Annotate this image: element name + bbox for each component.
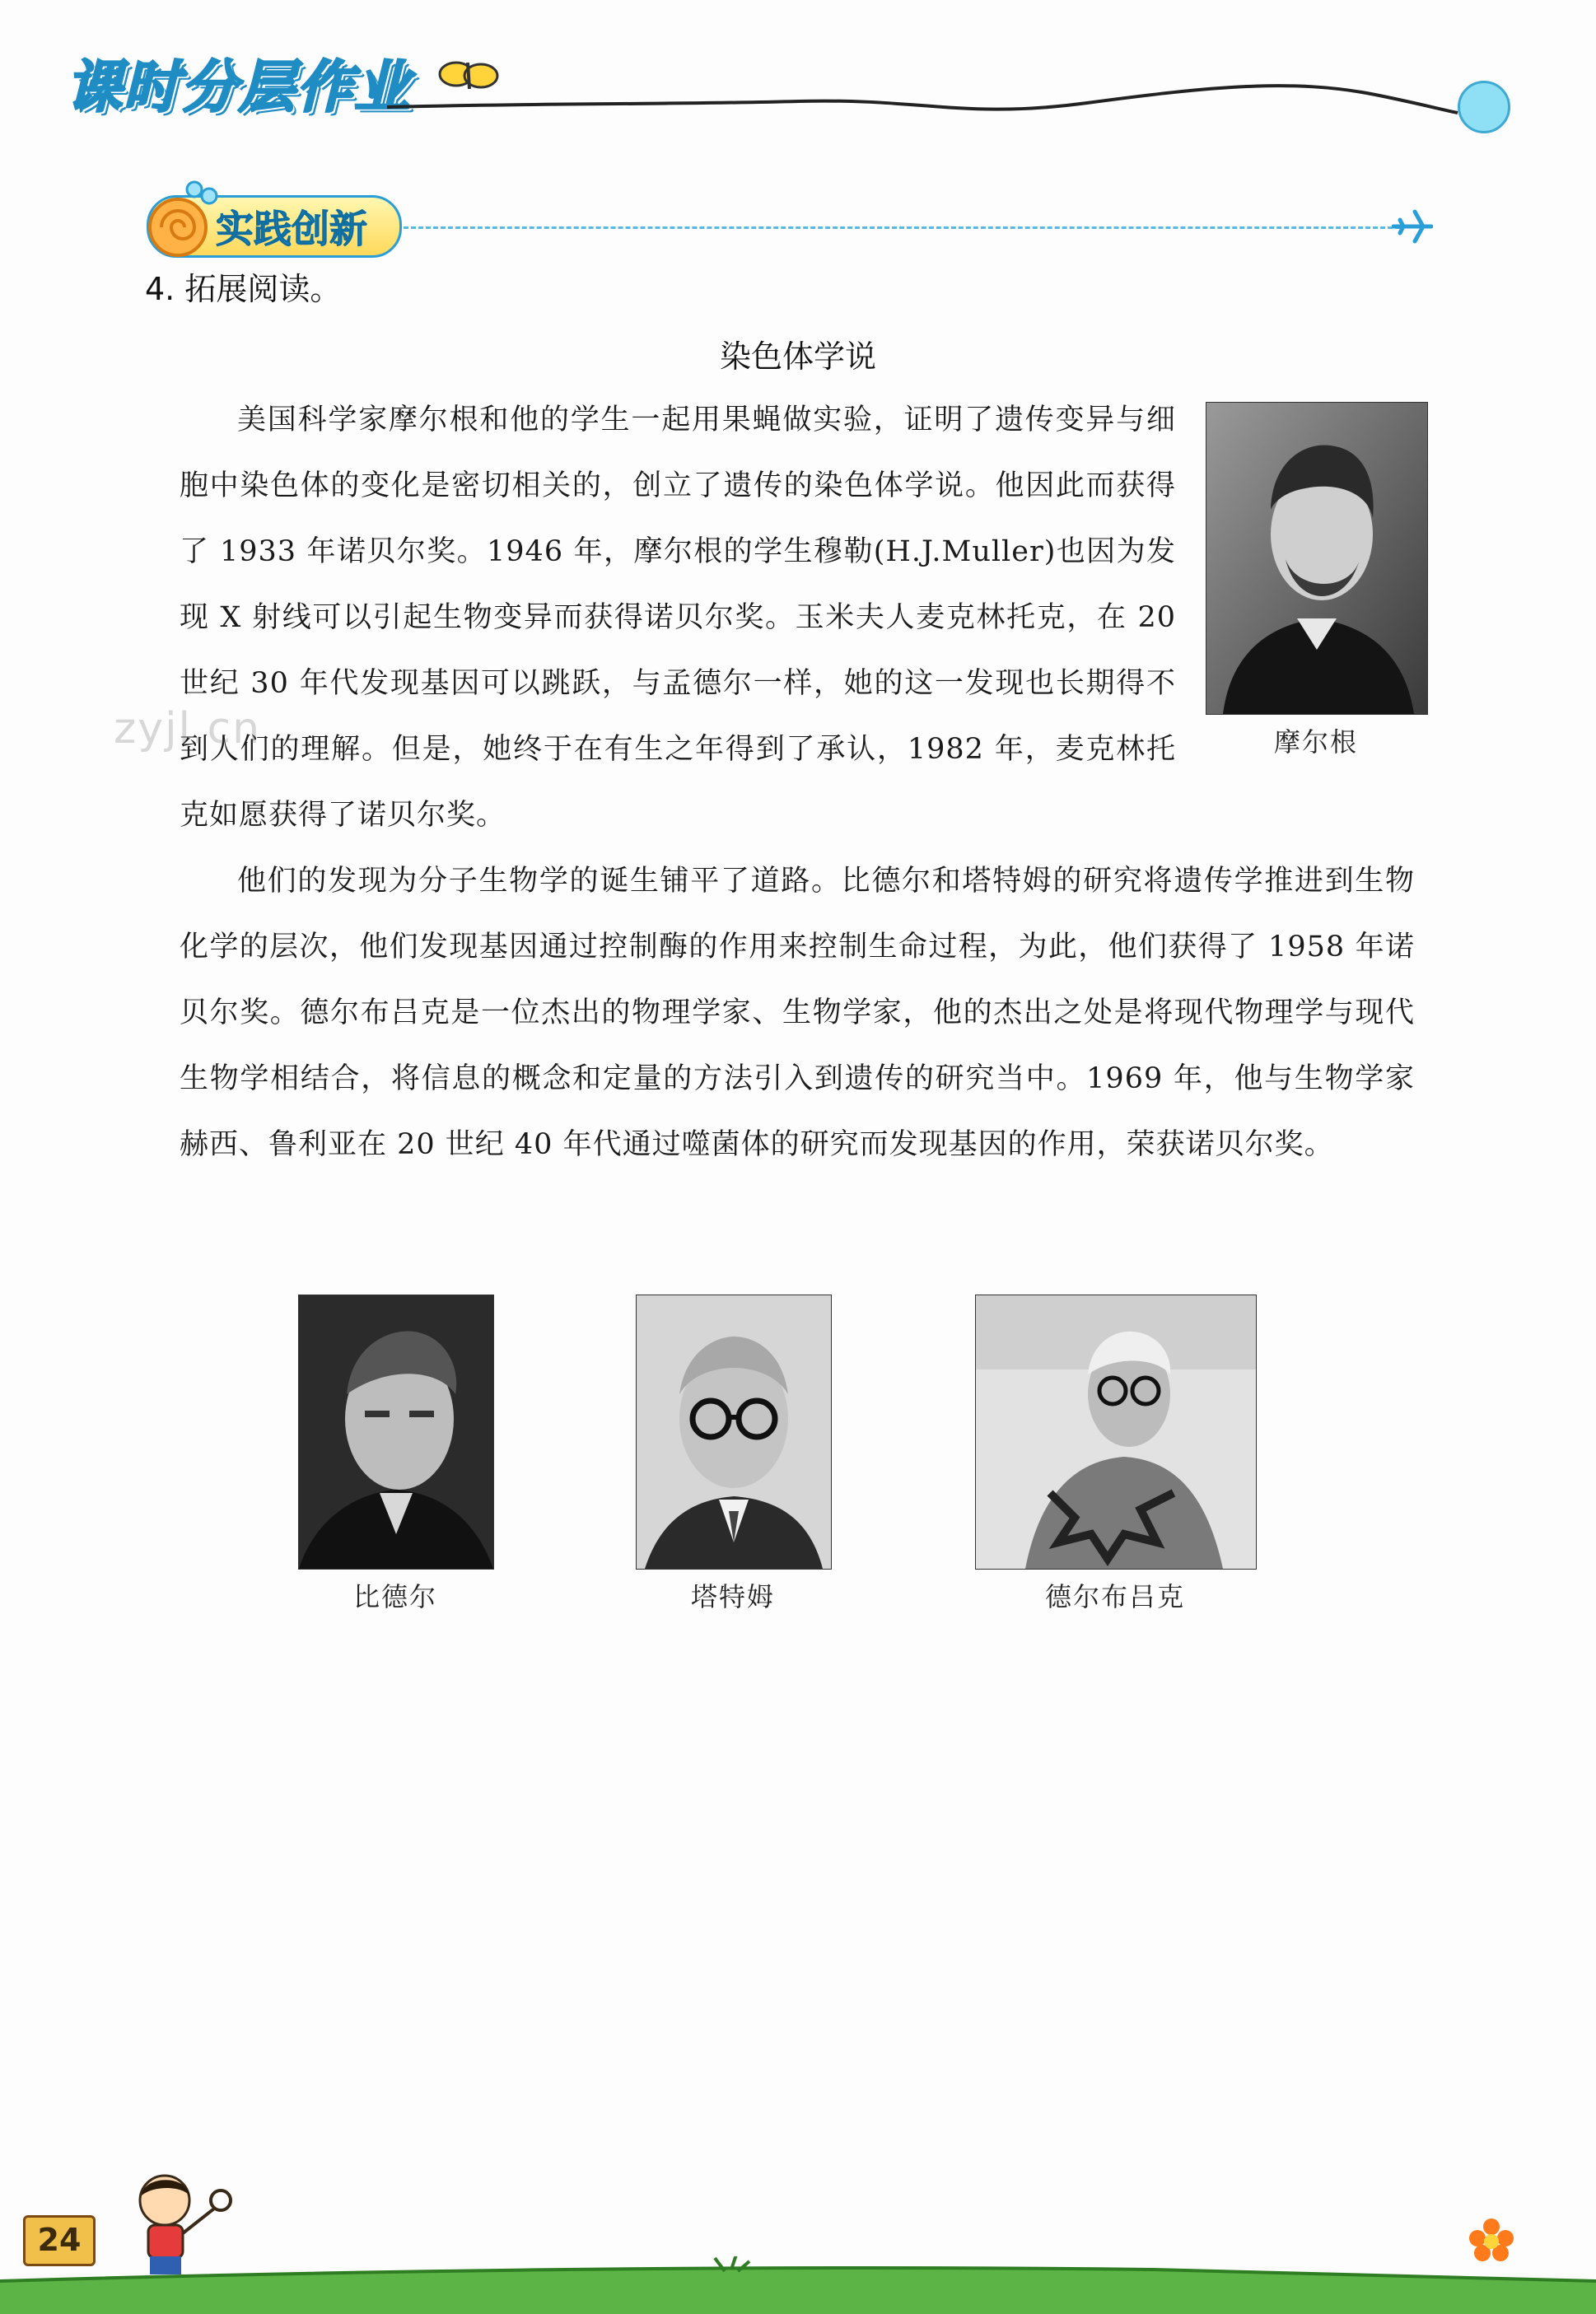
caption-tatum: 塔特姆 bbox=[690, 1581, 775, 1612]
portrait-morgan-image bbox=[1206, 403, 1427, 714]
watermark: zyjl.cn bbox=[114, 704, 262, 753]
photo-tatum bbox=[636, 1295, 832, 1570]
caption-beadle: 比德尔 bbox=[352, 1581, 437, 1612]
article-title: 染色体学说 bbox=[719, 338, 876, 375]
portrait-beadle-image bbox=[299, 1295, 493, 1569]
section-banner-label: 实践创新 bbox=[216, 207, 367, 251]
header-curve-line bbox=[387, 70, 1466, 136]
photo-beadle bbox=[298, 1295, 494, 1570]
dashed-divider bbox=[404, 226, 1400, 229]
question-title: 4. 拓展阅读。 bbox=[145, 271, 342, 307]
snail-icon bbox=[142, 173, 221, 264]
caption-morgan: 摩尔根 bbox=[1273, 726, 1358, 758]
header-circle-decoration bbox=[1458, 81, 1510, 133]
boy-cartoon-icon bbox=[124, 2171, 247, 2278]
caption-delbruck: 德尔布吕克 bbox=[1044, 1581, 1185, 1612]
brand-title: 课时分层作业 bbox=[66, 55, 413, 120]
photo-morgan bbox=[1206, 402, 1428, 715]
airplane-icon bbox=[1392, 208, 1433, 245]
flower-icon bbox=[1468, 2217, 1515, 2266]
article-paragraph-1: 美国科学家摩尔根和他的学生一起用果蝇做实验，证明了遗传变异与细胞中染色体的变化是密切相关的，创立了遗传的染色体学说。他因此而获得了 1933 年诺贝尔奖。1946 年，摩尔根的学生穆勒(H.J.Muller)也因为发现 X 射线可以引起生物变异而获得诺贝尔奖。玉米夫人麦克林托克，在 20 世纪 30 年代发现基因可以跳跃，与孟德尔一样，她的这一发现也长期得不到人们的理解。但是，她终于在有生之年得到了承认，1982 年，麦克林托克如愿获得了诺贝尔奖。 bbox=[180, 404, 1176, 832]
portrait-tatum-image bbox=[637, 1295, 831, 1569]
article-paragraph-2: 他们的发现为分子生物学的诞生铺平了道路。比德尔和塔特姆的研究将遗传学推进到生物化学的层次，他们发现基因通过控制酶的作用来控制生命过程，为此，他们获得了 1958 年诺贝尔奖。德尔布吕克是一位杰出的物理学家、生物学家，他的杰出之处是将现代物理学与现代生物学相结合，将信息的概念和定量的方法引入到遗传的研究当中。1969 年，他与生物学家赫西、鲁利亚在 20 世纪 40 年代通过噬菌体的研究而发现基因的作用，荣获诺贝尔奖。 bbox=[180, 865, 1415, 1161]
portrait-delbruck-image bbox=[976, 1295, 1256, 1569]
page-number: 24 bbox=[23, 2215, 96, 2266]
photo-delbruck bbox=[975, 1295, 1257, 1570]
